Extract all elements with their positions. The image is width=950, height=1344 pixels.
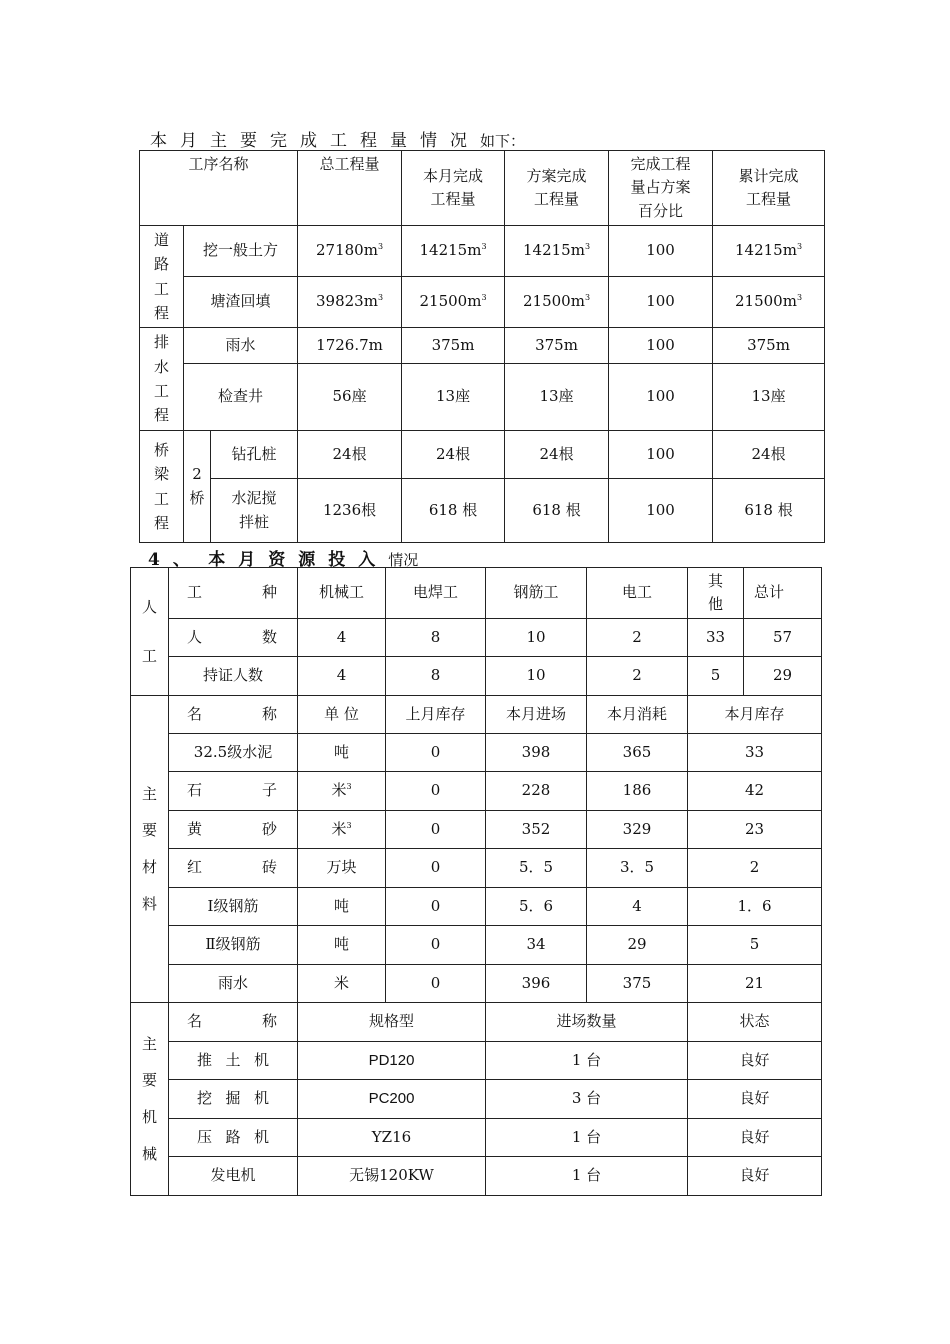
cell-value: 4 xyxy=(298,657,386,696)
header-kind: 工种 xyxy=(169,568,298,619)
material-use: 4 xyxy=(587,888,688,926)
material-unit: 米$^3$ xyxy=(298,772,386,811)
group-machinery: 主 要 机 械 xyxy=(131,1003,169,1196)
cell-total: 24根 xyxy=(298,431,402,479)
material-unit: 米 xyxy=(298,965,386,1003)
material-name: Ⅱ级钢筋 xyxy=(169,926,298,965)
cell-cumulative: 618 根 xyxy=(713,479,825,543)
material-stock: 21 xyxy=(688,965,822,1003)
material-name: Ⅰ级钢筋 xyxy=(169,888,298,926)
group-labor: 人 工 xyxy=(131,568,169,696)
machine-state: 良好 xyxy=(688,1080,822,1119)
cell-plan: 618 根 xyxy=(505,479,609,543)
material-in: 396 xyxy=(486,965,587,1003)
material-unit: 万块 xyxy=(298,849,386,888)
row-label: 人数 xyxy=(169,619,298,657)
row-name: 塘渣回填 xyxy=(184,277,298,328)
cell-cumulative: 24根 xyxy=(713,431,825,479)
cell-percent: 100 xyxy=(609,364,713,431)
material-stock: 5 xyxy=(688,926,822,965)
material-stock: 42 xyxy=(688,772,822,811)
header-spec: 规格型 xyxy=(298,1003,486,1042)
header-electrician: 电工 xyxy=(587,568,688,619)
cell-value: 8 xyxy=(386,657,486,696)
group-bridge: 桥 梁 工 程 xyxy=(140,431,184,543)
header-last-stock: 上月库存 xyxy=(386,696,486,734)
material-unit: 吨 xyxy=(298,734,386,772)
header-unit: 单 位 xyxy=(298,696,386,734)
quantities-table xyxy=(139,150,825,543)
machine-spec: PC200 xyxy=(298,1080,486,1119)
heading-number: 4、 xyxy=(148,550,203,570)
material-use: 375 xyxy=(587,965,688,1003)
material-use: 329 xyxy=(587,811,688,849)
material-last: 0 xyxy=(386,926,486,965)
machine-spec: YZ16 xyxy=(298,1119,486,1157)
row-name: 钻孔桩 xyxy=(211,431,298,479)
group-bridge-sub: 2 桥 xyxy=(184,431,211,543)
cell-value: 10 xyxy=(486,657,587,696)
material-name: 雨水 xyxy=(169,965,298,1003)
material-use: 29 xyxy=(587,926,688,965)
machine-qty: 3 台 xyxy=(486,1080,688,1119)
material-unit: 米$^3$ xyxy=(298,811,386,849)
header-month: 本月完成 工程量 xyxy=(402,151,505,226)
cell-value: 10 xyxy=(486,619,587,657)
cell-value: 2 xyxy=(587,657,688,696)
group-road: 道 路 工 程 xyxy=(140,226,184,328)
material-last: 0 xyxy=(386,849,486,888)
material-stock: 23 xyxy=(688,811,822,849)
header-incoming: 本月进场 xyxy=(486,696,587,734)
resources-table xyxy=(130,567,822,1196)
header-qty: 进场数量 xyxy=(486,1003,688,1042)
machine-state: 良好 xyxy=(688,1157,822,1196)
material-in: 398 xyxy=(486,734,587,772)
header-consumed: 本月消耗 xyxy=(587,696,688,734)
cell-value: 4 xyxy=(298,619,386,657)
cell-percent: 100 xyxy=(609,479,713,543)
cell-cumulative: $14215m^3$ xyxy=(713,226,825,277)
cell-value: 29 xyxy=(744,657,822,696)
machine-state: 良好 xyxy=(688,1119,822,1157)
cell-value: 2 xyxy=(587,619,688,657)
heading-tail: 情况 xyxy=(388,551,419,569)
material-use: 3．5 xyxy=(587,849,688,888)
row-name: 水泥搅 拌桩 xyxy=(211,479,298,543)
machine-qty: 1 台 xyxy=(486,1119,688,1157)
header-stock: 本月库存 xyxy=(688,696,822,734)
cell-value: 33 xyxy=(688,619,744,657)
heading-main: 本月资源投入 xyxy=(208,550,389,570)
header-plan: 方案完成 工程量 xyxy=(505,151,609,226)
machine-qty: 1 台 xyxy=(486,1157,688,1196)
machine-state: 良好 xyxy=(688,1042,822,1080)
cell-value: 8 xyxy=(386,619,486,657)
header-state: 状态 xyxy=(688,1003,822,1042)
material-stock: 2 xyxy=(688,849,822,888)
material-use: 365 xyxy=(587,734,688,772)
row-name: 雨水 xyxy=(184,328,298,364)
cell-percent: 100 xyxy=(609,226,713,277)
cell-total: $39823m^3$ xyxy=(298,277,402,328)
header-percent: 完成工程 量占方案 百分比 xyxy=(609,151,713,226)
header-other: 其 他 xyxy=(688,568,744,619)
cell-plan: 13座 xyxy=(505,364,609,431)
cell-percent: 100 xyxy=(609,431,713,479)
machine-spec: 无锡120KW xyxy=(298,1157,486,1196)
material-last: 0 xyxy=(386,734,486,772)
material-name: 红砖 xyxy=(169,849,298,888)
cell-value: 5 xyxy=(688,657,744,696)
group-drainage: 排 水 工 程 xyxy=(140,328,184,431)
header-rebar: 钢筋工 xyxy=(486,568,587,619)
cell-plan: $21500m^3$ xyxy=(505,277,609,328)
material-last: 0 xyxy=(386,811,486,849)
machine-spec: PD120 xyxy=(298,1042,486,1080)
machine-name: 推土机 xyxy=(169,1042,298,1080)
material-in: 34 xyxy=(486,926,587,965)
cell-value: 57 xyxy=(744,619,822,657)
material-last: 0 xyxy=(386,772,486,811)
group-materials: 主 要 材 料 xyxy=(131,696,169,1003)
material-use: 186 xyxy=(587,772,688,811)
cell-percent: 100 xyxy=(609,277,713,328)
cell-cumulative: $21500m^3$ xyxy=(713,277,825,328)
cell-total: 1726.7m xyxy=(298,328,402,364)
material-in: 5．6 xyxy=(486,888,587,926)
header-total: 总工程量 xyxy=(298,151,402,226)
cell-total: $27180m^3$ xyxy=(298,226,402,277)
header-welder: 电焊工 xyxy=(386,568,486,619)
machine-name: 压路机 xyxy=(169,1119,298,1157)
material-name: 32.5级水泥 xyxy=(169,734,298,772)
machine-name: 挖掘机 xyxy=(169,1080,298,1119)
row-name: 检查井 xyxy=(184,364,298,431)
header-process: 工序名称 xyxy=(140,151,298,226)
cell-month: 24根 xyxy=(402,431,505,479)
material-last: 0 xyxy=(386,965,486,1003)
material-stock: 1．6 xyxy=(688,888,822,926)
material-name: 石子 xyxy=(169,772,298,811)
header-mechanic: 机械工 xyxy=(298,568,386,619)
cell-cumulative: 375m xyxy=(713,328,825,364)
cell-plan: 24根 xyxy=(505,431,609,479)
material-last: 0 xyxy=(386,888,486,926)
section-heading-quantities xyxy=(150,126,525,151)
material-in: 228 xyxy=(486,772,587,811)
heading-tail: 如下： xyxy=(480,132,526,150)
header-name: 名称 xyxy=(169,696,298,734)
cell-plan: $14215m^3$ xyxy=(505,226,609,277)
material-in: 5．5 xyxy=(486,849,587,888)
header-name: 名称 xyxy=(169,1003,298,1042)
cell-month: $14215m^3$ xyxy=(402,226,505,277)
machine-name: 发电机 xyxy=(169,1157,298,1196)
cell-plan: 375m xyxy=(505,328,609,364)
cell-cumulative: 13座 xyxy=(713,364,825,431)
cell-total: 1236根 xyxy=(298,479,402,543)
header-cumulative: 累计完成 工程量 xyxy=(713,151,825,226)
cell-month: $21500m^3$ xyxy=(402,277,505,328)
material-stock: 33 xyxy=(688,734,822,772)
material-unit: 吨 xyxy=(298,926,386,965)
cell-month: 375m xyxy=(402,328,505,364)
heading-main: 本月主要完成工程量情况 xyxy=(150,131,480,151)
material-in: 352 xyxy=(486,811,587,849)
machine-qty: 1 台 xyxy=(486,1042,688,1080)
material-name: 黄砂 xyxy=(169,811,298,849)
material-unit: 吨 xyxy=(298,888,386,926)
row-name: 挖一般土方 xyxy=(184,226,298,277)
header-total: 总计 xyxy=(744,568,822,619)
cell-percent: 100 xyxy=(609,328,713,364)
cell-total: 56座 xyxy=(298,364,402,431)
cell-month: 618 根 xyxy=(402,479,505,543)
cell-month: 13座 xyxy=(402,364,505,431)
row-label: 持证人数 xyxy=(169,657,298,696)
